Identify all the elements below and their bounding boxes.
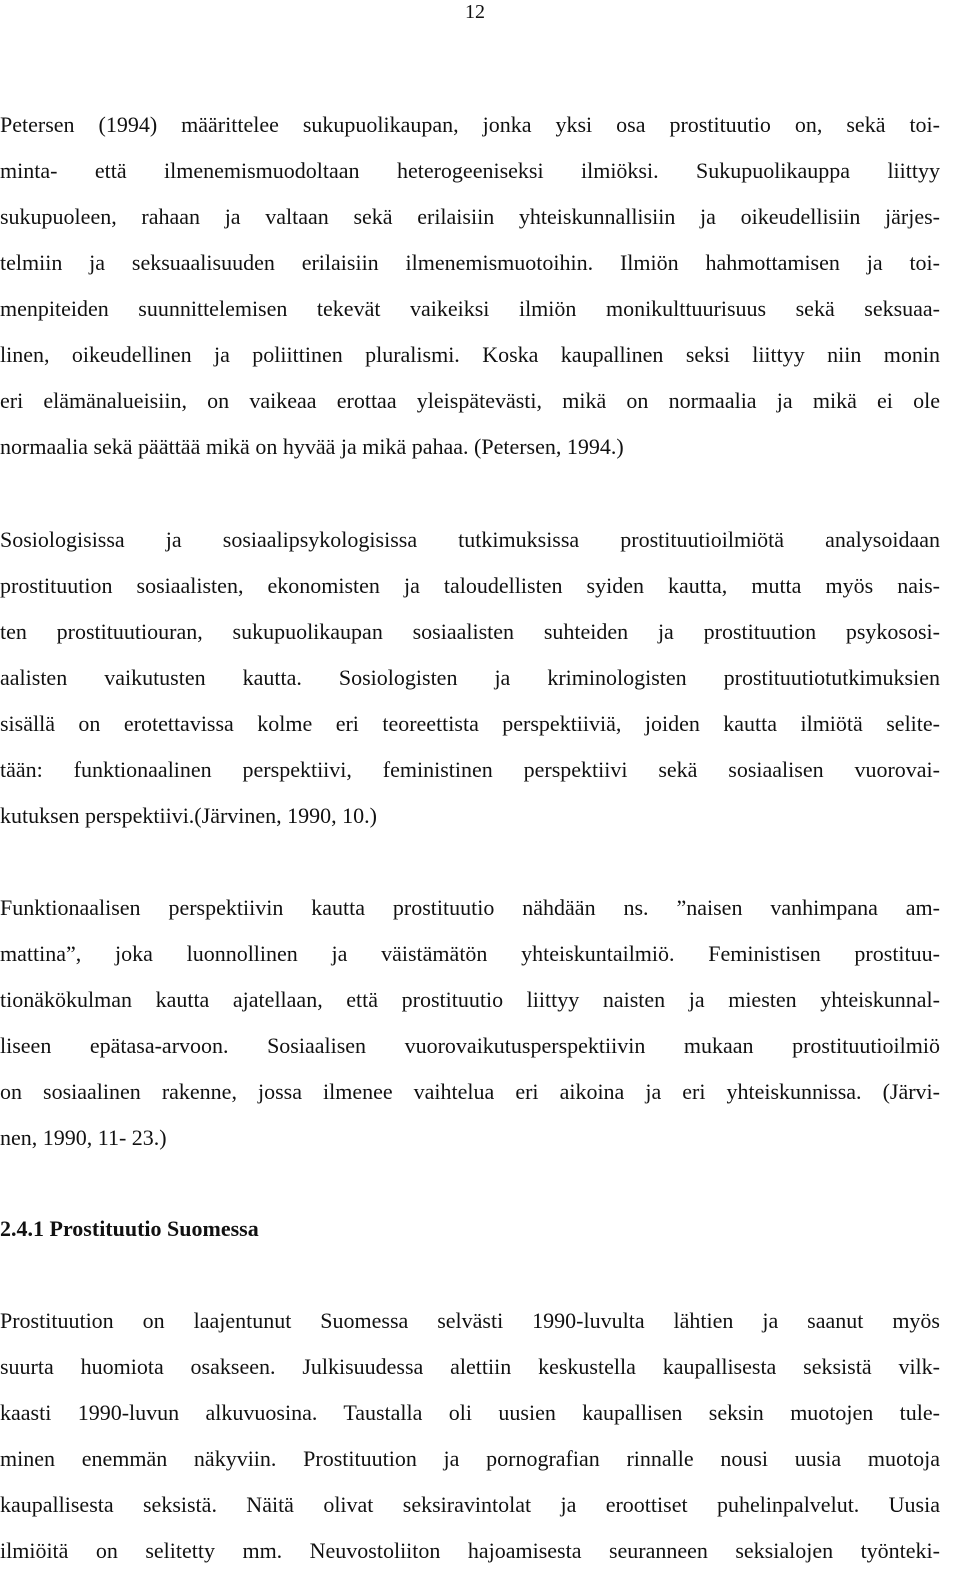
text-line: on sosiaalinen rakenne, jossa ilmenee vaihtelua eri aikoina ja eri yhteiskunnissa. (Järvi- (0, 1079, 940, 1104)
paragraph-petersen (0, 102, 940, 470)
text-line: ilmiöitä on selitetty mm. Neuvostoliiton hajoamisesta seuranneen seksialojen työnteki- (0, 1538, 940, 1563)
text-line: sisällä on erotettavissa kolme eri teoreettista perspektiiviä, joiden kautta ilmiötä selite- (0, 711, 940, 736)
text-line: aalisten vaikutusten kautta. Sosiologisten ja kriminologisten prostituutiotutkimuksien (0, 665, 940, 690)
text-line: suurta huomiota osakseen. Julkisuudessa alettiin keskustella kaupallisesta seksistä vilk- (0, 1354, 940, 1379)
text-line: kaupallisesta seksistä. Näitä olivat seksiravintolat ja eroottiset puhelinpalvelut. Uusia (0, 1492, 940, 1517)
text-line: kutuksen perspektiivi.(Järvinen, 1990, 10.) (0, 803, 377, 828)
section-heading: 2.4.1 Prostituutio Suomessa (0, 1216, 259, 1241)
text-line: liseen epätasa-arvoon. Sosiaalisen vuorovaikutusperspektiivin mukaan prostituutioilmiö (0, 1033, 940, 1058)
text-line: linen, oikeudellinen ja poliittinen pluralismi. Koska kaupallinen seksi liittyy niin monin (0, 342, 940, 367)
text-line: menpiteiden suunnittelemisen tekevät vaikeiksi ilmiön monikulttuurisuus sekä seksuaa- (0, 296, 940, 321)
text-line: mattina”, joka luonnollinen ja väistämätön yhteiskuntailmiö. Feministisen prostituu- (0, 941, 940, 966)
text-line: normaalia sekä päättää mikä on hyvää ja mikä pahaa. (Petersen, 1994.) (0, 434, 624, 459)
text-line: nen, 1990, 11- 23.) (0, 1125, 167, 1150)
text-line: Sosiologisissa ja sosiaalipsykologisissa tutkimuksissa prostituutioilmiötä analysoidaan (0, 527, 940, 552)
paragraph-perspectives (0, 885, 940, 1161)
text-line: minta- että ilmenemismuodoltaan heterogeeniseksi ilmiöksi. Sukupuolikauppa liittyy (0, 158, 940, 183)
text-line: prostituution sosiaalisten, ekonomisten ja taloudellisten syiden kautta, mutta myös nais- (0, 573, 940, 598)
text-line: ten prostituutiouran, sukupuolikaupan sosiaalisten suhteiden ja prostituution psykososi- (0, 619, 940, 644)
text-line: eri elämänalueisiin, on vaikeaa erottaa yleispätevästi, mikä on normaalia ja mikä ei ole (0, 388, 940, 413)
text-line: Petersen (1994) määrittelee sukupuolikaupan, jonka yksi osa prostituutio on, sekä toi- (0, 112, 940, 137)
paragraph-sociological-studies (0, 517, 940, 839)
text-line: Prostituution on laajentunut Suomessa selvästi 1990-luvulta lähtien ja saanut myös (0, 1308, 940, 1333)
paragraph-prostitution-finland (0, 1298, 940, 1574)
text-line: telmiin ja seksuaalisuuden erilaisiin ilmenemismuotoihin. Ilmiön hahmottamisen ja toi- (0, 250, 940, 275)
text-line: minen enemmän näkyviin. Prostituution ja pornografian rinnalle nousi uusia muotoja (0, 1446, 940, 1471)
text-line: Funktionaalisen perspektiivin kautta prostituutio nähdään ns. ”naisen vanhimpana am- (0, 895, 940, 920)
text-line: kaasti 1990-luvun alkuvuosina. Taustalla oli uusien kaupallisen seksin muotojen tule- (0, 1400, 940, 1425)
page-number: 12 (465, 1, 485, 23)
text-line: sukupuoleen, rahaan ja valtaan sekä erilaisiin yhteiskunnallisiin ja oikeudellisiin järjes- (0, 204, 940, 229)
text-line: tionäkökulman kautta ajatellaan, että prostituutio liittyy naisten ja miesten yhteiskunnal- (0, 987, 940, 1012)
text-line: tään: funktionaalinen perspektiivi, feministinen perspektiivi sekä sosiaalisen vuorovai- (0, 757, 940, 782)
